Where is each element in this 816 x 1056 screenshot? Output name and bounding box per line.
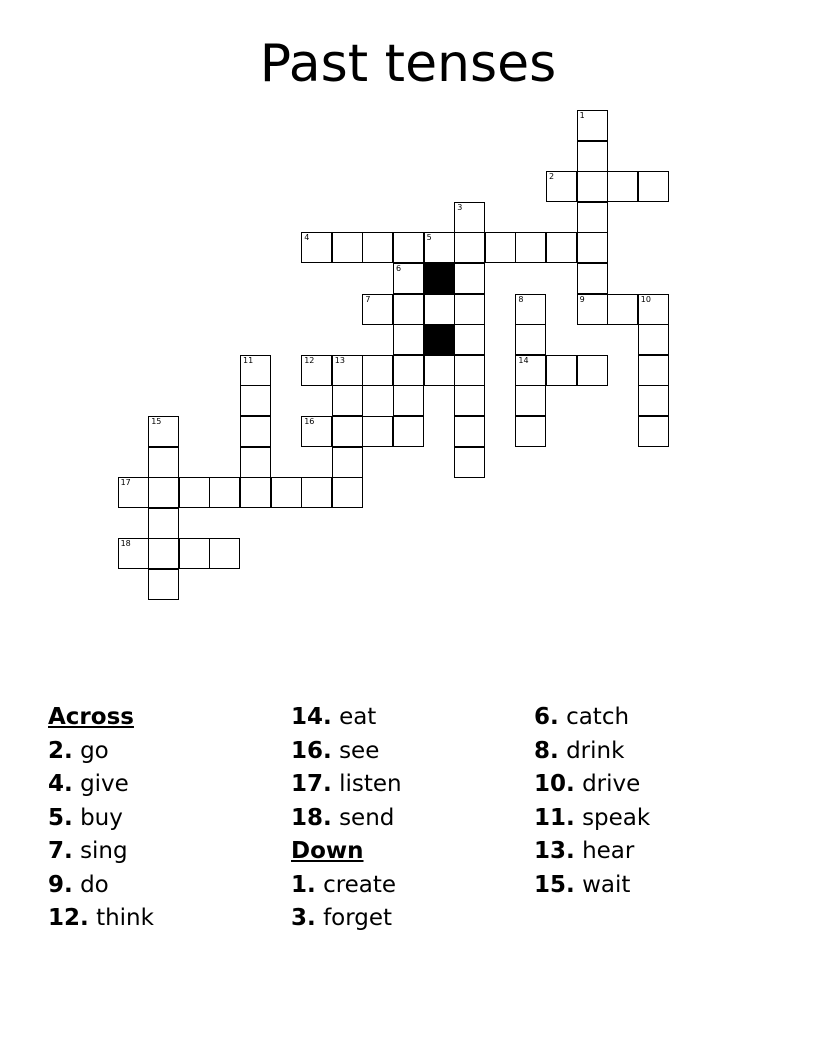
clue-number: 14. — [291, 704, 332, 730]
answer-cell[interactable] — [240, 355, 271, 386]
answer-cell[interactable] — [148, 416, 179, 447]
answer-cell[interactable] — [118, 477, 149, 508]
clue-text: go — [80, 737, 109, 764]
cell-number: 12 — [304, 355, 315, 365]
cell-number: 13 — [334, 355, 345, 365]
answer-cell[interactable] — [577, 263, 608, 294]
clue-across-5 — [48, 802, 154, 836]
answer-cell[interactable] — [393, 294, 424, 325]
clue-number: 4. — [48, 771, 73, 797]
clue-text: hear — [582, 838, 635, 864]
answer-cell[interactable] — [332, 447, 363, 478]
answer-cell[interactable] — [148, 477, 179, 508]
answer-cell[interactable] — [393, 385, 424, 416]
answer-cell[interactable] — [454, 416, 485, 447]
clue-across-7 — [48, 835, 154, 869]
cell-number: 2 — [549, 172, 555, 182]
clue-number: 12. — [48, 905, 89, 931]
answer-cell[interactable] — [240, 477, 271, 508]
answer-cell[interactable] — [454, 232, 485, 263]
clue-down-10 — [534, 768, 650, 802]
answer-cell[interactable] — [577, 202, 608, 233]
cell-number: 16 — [304, 417, 315, 426]
answer-cell[interactable] — [179, 538, 210, 569]
answer-cell[interactable] — [118, 538, 149, 569]
cell-number: 6 — [396, 264, 402, 273]
answer-cell[interactable] — [577, 294, 608, 325]
answer-cell[interactable] — [362, 416, 393, 447]
cell-number: 5 — [426, 233, 432, 243]
clue-across-18 — [291, 802, 402, 836]
clue-number: 16. — [291, 737, 332, 764]
down-heading: Down — [291, 838, 364, 864]
answer-cell[interactable] — [148, 447, 179, 478]
cell-number: 14 — [518, 355, 529, 365]
clue-text: give — [80, 771, 129, 797]
answer-cell[interactable] — [638, 171, 669, 202]
answer-cell[interactable] — [148, 569, 179, 600]
answer-cell[interactable] — [362, 294, 393, 325]
clue-across-17 — [291, 768, 402, 802]
answer-cell[interactable] — [179, 477, 210, 508]
clue-number: 1. — [291, 871, 316, 898]
answer-cell[interactable] — [454, 294, 485, 325]
answer-cell[interactable] — [362, 355, 393, 386]
clue-number: 5. — [48, 804, 73, 831]
answer-cell[interactable] — [301, 355, 332, 386]
clue-across-2 — [48, 735, 154, 769]
clue-number: 9. — [48, 871, 73, 898]
clue-text: speak — [582, 804, 651, 831]
clue-across-4 — [48, 768, 154, 802]
answer-cell[interactable] — [393, 416, 424, 447]
clue-number: 8. — [534, 737, 559, 764]
answer-cell[interactable] — [332, 232, 363, 263]
answer-cell[interactable] — [424, 232, 455, 263]
cell-number: 1 — [579, 111, 585, 120]
answer-cell[interactable] — [638, 416, 669, 447]
answer-cell[interactable] — [454, 385, 485, 416]
cell-number: 10 — [640, 294, 651, 304]
answer-cell[interactable] — [546, 355, 577, 386]
clue-text: create — [323, 871, 397, 898]
clue-number: 3. — [291, 905, 316, 931]
answer-cell[interactable] — [454, 355, 485, 386]
clue-number: 10. — [534, 771, 575, 797]
answer-cell[interactable] — [332, 477, 363, 508]
answer-cell[interactable] — [301, 232, 332, 263]
answer-cell[interactable] — [638, 324, 669, 355]
cell-number: 18 — [120, 539, 131, 549]
answer-cell[interactable] — [240, 447, 271, 478]
clue-text: send — [339, 804, 395, 831]
answer-cell[interactable] — [577, 110, 608, 141]
clue-down-6 — [534, 701, 650, 735]
clue-text: eat — [339, 704, 377, 730]
answer-cell[interactable] — [393, 232, 424, 263]
answer-cell[interactable] — [362, 232, 393, 263]
answer-cell[interactable] — [332, 385, 363, 416]
clue-text: drive — [582, 771, 641, 797]
answer-cell[interactable] — [454, 447, 485, 478]
answer-cell[interactable] — [454, 202, 485, 233]
clue-number: 7. — [48, 838, 73, 864]
answer-cell[interactable] — [607, 294, 638, 325]
answer-cell[interactable] — [638, 385, 669, 416]
answer-cell[interactable] — [577, 141, 608, 172]
clue-number: 17. — [291, 771, 332, 797]
clue-down-13 — [534, 835, 650, 869]
answer-cell[interactable] — [577, 171, 608, 202]
clue-number: 11. — [534, 804, 575, 831]
clue-number: 2. — [48, 737, 73, 764]
answer-cell[interactable] — [638, 294, 669, 325]
answer-cell[interactable] — [607, 171, 638, 202]
cell-number: 4 — [304, 233, 310, 243]
puzzle-title: Past tenses — [259, 34, 557, 94]
answer-cell[interactable] — [454, 324, 485, 355]
clue-text: sing — [80, 838, 128, 864]
answer-cell[interactable] — [454, 263, 485, 294]
cell-number: 17 — [120, 478, 131, 488]
clue-text: see — [339, 737, 380, 764]
answer-cell[interactable] — [332, 416, 363, 447]
cell-number: 15 — [151, 417, 162, 426]
clue-column-1 — [48, 701, 154, 936]
block-cell — [424, 324, 455, 355]
answer-cell[interactable] — [515, 416, 546, 447]
cell-number: 3 — [457, 202, 463, 212]
answer-cell[interactable] — [148, 538, 179, 569]
answer-cell[interactable] — [393, 263, 424, 294]
clue-down-11 — [534, 802, 650, 836]
clue-across-16 — [291, 735, 402, 769]
clue-down-8 — [534, 735, 650, 769]
answer-cell[interactable] — [209, 477, 240, 508]
answer-cell[interactable] — [240, 385, 271, 416]
answer-cell[interactable] — [577, 232, 608, 263]
answer-cell[interactable] — [546, 171, 577, 202]
answer-cell[interactable] — [515, 324, 546, 355]
answer-cell[interactable] — [515, 294, 546, 325]
answer-cell[interactable] — [577, 355, 608, 386]
block-cell — [424, 263, 455, 294]
cell-number: 7 — [365, 294, 371, 304]
answer-cell[interactable] — [515, 232, 546, 263]
clue-column-3 — [534, 701, 650, 902]
answer-cell[interactable] — [424, 355, 455, 386]
answer-cell[interactable] — [515, 385, 546, 416]
answer-cell[interactable] — [301, 416, 332, 447]
clue-number: 18. — [291, 804, 332, 831]
clue-text: forget — [323, 905, 393, 931]
answer-cell[interactable] — [148, 508, 179, 539]
clue-across-12 — [48, 902, 154, 936]
answer-cell[interactable] — [638, 355, 669, 386]
clue-down-15 — [534, 869, 650, 903]
answer-cell[interactable] — [271, 477, 302, 508]
clue-text: buy — [80, 804, 123, 831]
clue-down-1 — [291, 869, 402, 903]
across-heading: Across — [48, 704, 134, 730]
answer-cell[interactable] — [515, 355, 546, 386]
clue-down-3 — [291, 902, 402, 936]
clue-number: 6. — [534, 704, 559, 730]
clue-column-2 — [291, 701, 402, 936]
answer-cell[interactable] — [209, 538, 240, 569]
answer-cell[interactable] — [393, 324, 424, 355]
clue-text: think — [96, 905, 154, 931]
clue-across-9 — [48, 869, 154, 903]
cell-number: 8 — [518, 294, 524, 304]
cell-number: 11 — [243, 355, 254, 365]
clue-across-14 — [291, 701, 402, 735]
answer-cell[interactable] — [301, 477, 332, 508]
answer-cell[interactable] — [546, 232, 577, 263]
answer-cell[interactable] — [332, 355, 363, 386]
clue-text: do — [80, 871, 109, 898]
answer-cell[interactable] — [424, 294, 455, 325]
clue-text: catch — [566, 704, 630, 730]
clue-text: listen — [339, 771, 402, 797]
answer-cell[interactable] — [485, 232, 516, 263]
clue-text: wait — [582, 871, 631, 898]
clue-number: 13. — [534, 838, 575, 864]
clue-number: 15. — [534, 871, 575, 898]
clue-text: drink — [566, 737, 625, 764]
cell-number: 9 — [579, 294, 585, 304]
answer-cell[interactable] — [240, 416, 271, 447]
answer-cell[interactable] — [393, 355, 424, 386]
